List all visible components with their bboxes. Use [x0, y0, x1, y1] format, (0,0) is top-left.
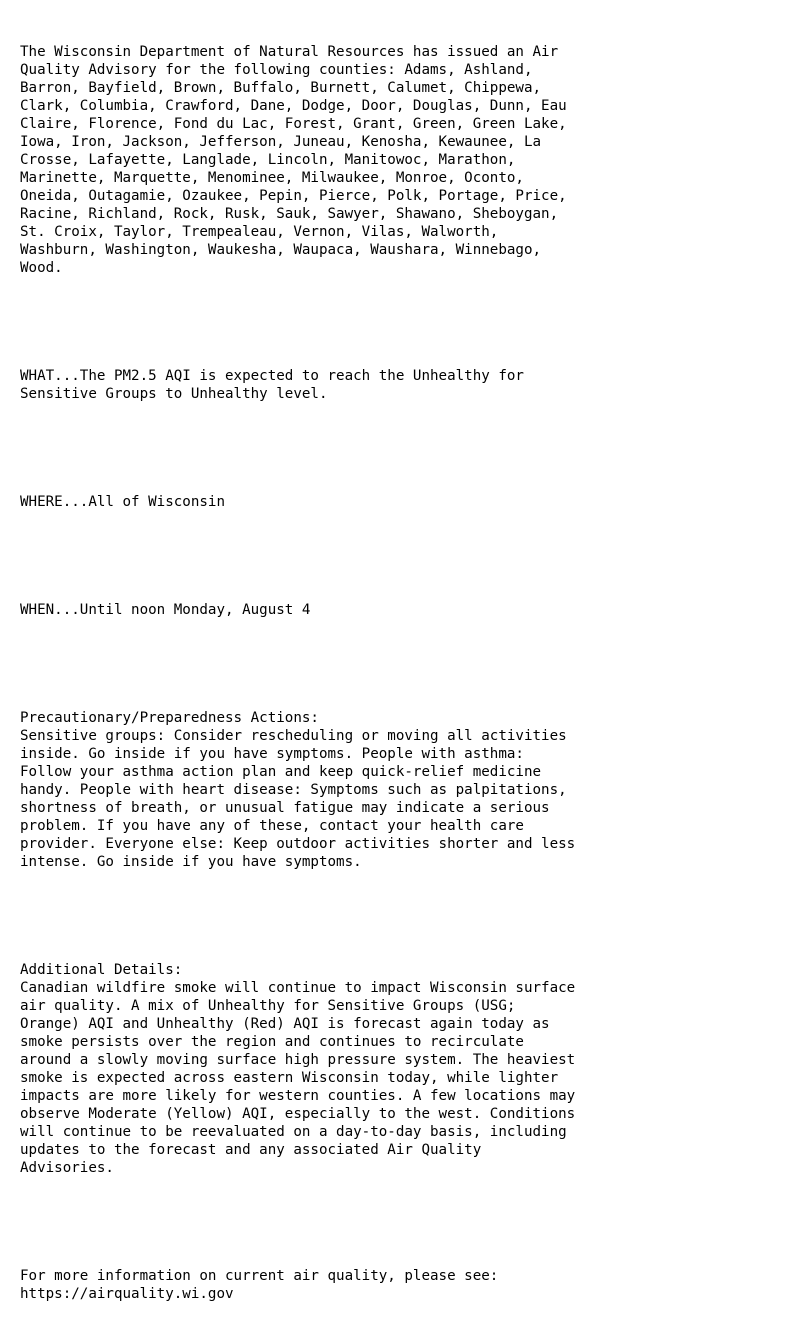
paragraph-gap	[20, 547, 790, 565]
text-line: Follow your asthma action plan and keep quick-relief medicine	[20, 764, 542, 780]
paragraph-gap	[20, 1213, 790, 1231]
text-line: Advisories.	[20, 1160, 114, 1176]
more-info-section	[20, 1267, 790, 1303]
text-line: intense. Go inside if you have symptoms.	[20, 854, 362, 870]
text-line: Orange) AQI and Unhealthy (Red) AQI is forecast again today as	[20, 1016, 550, 1032]
text-line: Racine, Richland, Rock, Rusk, Sauk, Sawyer, Shawano, Sheboygan,	[20, 206, 559, 222]
text-line: Barron, Bayfield, Brown, Buffalo, Burnett, Calumet, Chippewa,	[20, 80, 542, 96]
text-line: Additional Details:	[20, 962, 183, 978]
text-line: around a slowly moving surface high pressure system. The heaviest	[20, 1052, 576, 1068]
text-line: handy. People with heart disease: Symptoms such as palpitations,	[20, 782, 567, 798]
text-line: For more information on current air quality, please see:	[20, 1268, 499, 1284]
text-line: Iowa, Iron, Jackson, Jefferson, Juneau, Kenosha, Kewaunee, La	[20, 134, 542, 150]
additional-details-section	[20, 961, 790, 1177]
text-line: shortness of breath, or unusual fatigue may indicate a serious	[20, 800, 550, 816]
text-line: Precautionary/Preparedness Actions:	[20, 710, 319, 726]
text-line: provider. Everyone else: Keep outdoor activities shorter and less	[20, 836, 576, 852]
text-line: Crosse, Lafayette, Langlade, Lincoln, Manitowoc, Marathon,	[20, 152, 516, 168]
text-line: Clark, Columbia, Crawford, Dane, Dodge, Door, Douglas, Dunn, Eau	[20, 98, 567, 114]
text-line: The Wisconsin Department of Natural Resources has issued an Air	[20, 44, 559, 60]
text-line: smoke persists over the region and continues to recirculate	[20, 1034, 524, 1050]
where-section	[20, 493, 790, 511]
text-line: observe Moderate (Yellow) AQI, especially to the west. Conditions	[20, 1106, 576, 1122]
intro-paragraph	[20, 43, 790, 277]
text-line: https://airquality.wi.gov	[20, 1286, 234, 1302]
text-line: WHERE...All of Wisconsin	[20, 494, 225, 510]
text-line: will continue to be reevaluated on a day-to-day basis, including	[20, 1124, 567, 1140]
text-line: air quality. A mix of Unhealthy for Sensitive Groups (USG;	[20, 998, 516, 1014]
text-line: Canadian wildfire smoke will continue to impact Wisconsin surface	[20, 980, 576, 996]
text-line: Claire, Florence, Fond du Lac, Forest, Grant, Green, Green Lake,	[20, 116, 567, 132]
when-section	[20, 601, 790, 619]
text-line: Quality Advisory for the following counties: Adams, Ashland,	[20, 62, 533, 78]
paragraph-gap	[20, 907, 790, 925]
text-line: Wood.	[20, 260, 63, 276]
text-line: smoke is expected across eastern Wisconsin today, while lighter	[20, 1070, 559, 1086]
text-line: problem. If you have any of these, contact your health care	[20, 818, 524, 834]
text-line: WHAT...The PM2.5 AQI is expected to reach the Unhealthy for	[20, 368, 524, 384]
precautionary-actions-section	[20, 709, 790, 871]
text-line: Sensitive Groups to Unhealthy level.	[20, 386, 328, 402]
paragraph-gap	[20, 439, 790, 457]
text-line: impacts are more likely for western counties. A few locations may	[20, 1088, 576, 1104]
paragraph-gap	[20, 313, 790, 331]
what-section	[20, 367, 790, 403]
paragraph-gap	[20, 655, 790, 673]
text-line: Washburn, Washington, Waukesha, Waupaca, Waushara, Winnebago,	[20, 242, 542, 258]
text-line: Marinette, Marquette, Menominee, Milwaukee, Monroe, Oconto,	[20, 170, 524, 186]
text-line: St. Croix, Taylor, Trempealeau, Vernon, Vilas, Walworth,	[20, 224, 499, 240]
text-line: Sensitive groups: Consider rescheduling or moving all activities	[20, 728, 567, 744]
text-line: inside. Go inside if you have symptoms. People with asthma:	[20, 746, 524, 762]
air-quality-advisory-text	[20, 7, 790, 1321]
text-line: WHEN...Until noon Monday, August 4	[20, 602, 311, 618]
text-line: updates to the forecast and any associated Air Quality	[20, 1142, 482, 1158]
text-line: Oneida, Outagamie, Ozaukee, Pepin, Pierce, Polk, Portage, Price,	[20, 188, 567, 204]
